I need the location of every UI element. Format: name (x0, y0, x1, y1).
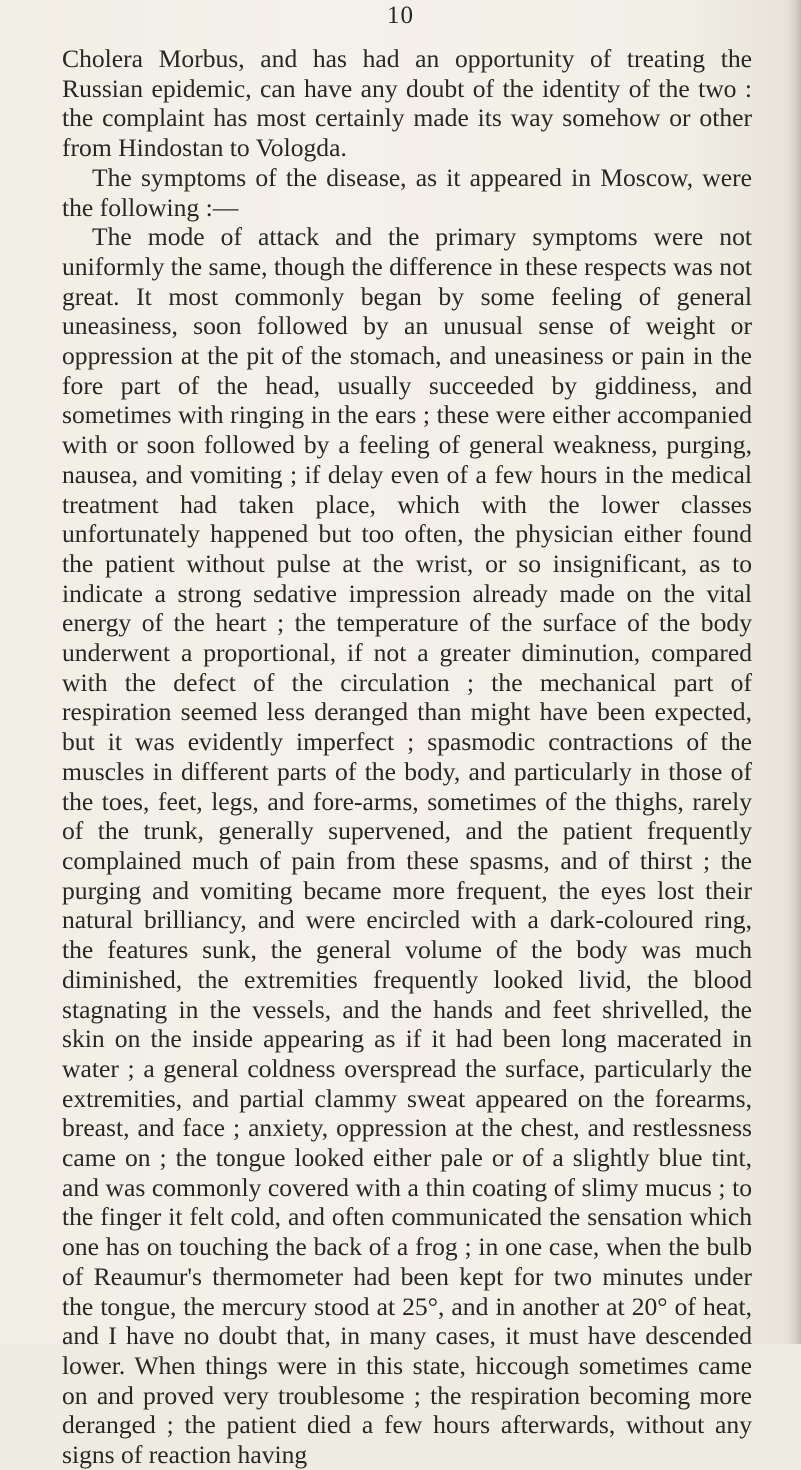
paragraph-continuation: Cholera Morbus, and has had an opportunity of treating the Russian epidemic, can have any doubt of the identity of the two : the complaint has most certainly made its way somehow or other from Hindostan to Vologda. (62, 44, 752, 163)
paragraph-symptoms-intro: The symptoms of the disease, as it appeared in Moscow, were the following :— (62, 162, 752, 222)
page-edge-shadow (787, 0, 801, 1344)
page-number: 10 (387, 2, 414, 29)
page-body (62, 44, 752, 1470)
paragraph-mode-of-attack: The mode of attack and the primary symptoms were not uniformly the same, though the difference in these respects was not great. It most commonly began by some feeling of general uneasiness, soon followed by an unusual sense of weight or oppression at the pit of the stomach, and uneasiness or pain in the fore part of the head, usually succeeded by giddiness, and sometimes with ringing in the ears ; these were either accompanied with or soon followed by a feeling of general weakness, purging, nausea, and vomiting ; if delay even of a few hours in the medical treatment had taken place, which with the lower classes unfortunately happened but too often, the physician either found the patient without pulse at the wrist, or so insignificant, as to indicate a strong sedative impression already made on the vital energy of the heart ; the temperature of the surface of the body underwent a proportional, if not a greater diminution, compared with the defect of the circulation ; the mechanical part of respiration seemed less deranged than might have been expected, but it was evidently imperfect ; spasmodic contractions of the muscles in different parts of the body, and particularly in those of the toes, feet, legs, and fore-arms, sometimes of the thighs, rarely of the trunk, generally supervened, and the patient frequently complained much of pain from these spasms, and of thirst ; the purging and vomiting became more frequent, the eyes lost their natural brilliancy, and were encircled with a dark-coloured ring, the features sunk, the general volume of the body was much diminished, the extremities frequently looked livid, the blood stagnating in the vessels, and the hands and feet shrivelled, the skin on the inside appearing as if it had been long macerated in water ; a general coldness overspread the surface, particularly the extremities, and partial clammy sweat appeared on the forearms, breast, and face ; anxiety, oppression at the chest, and restlessness came on ; the tongue looked either pale or of a slightly blue tint, and was commonly covered with a thin coating of slimy mucus ; to the finger it felt cold, and often communicated the sensation which one has on touching the back of a frog ; in one case, when the bulb of Reaumur's thermometer had been kept for two minutes under the tongue, the mercury stood at 25°, and in another at 20° of heat, and I have no doubt that, in many cases, it must have descended lower. When things were in this state, hiccough sometimes came on and proved very troublesome ; the respiration becoming more deranged ; the patient died a few hours afterwards, without any signs of reaction having (62, 222, 752, 1470)
